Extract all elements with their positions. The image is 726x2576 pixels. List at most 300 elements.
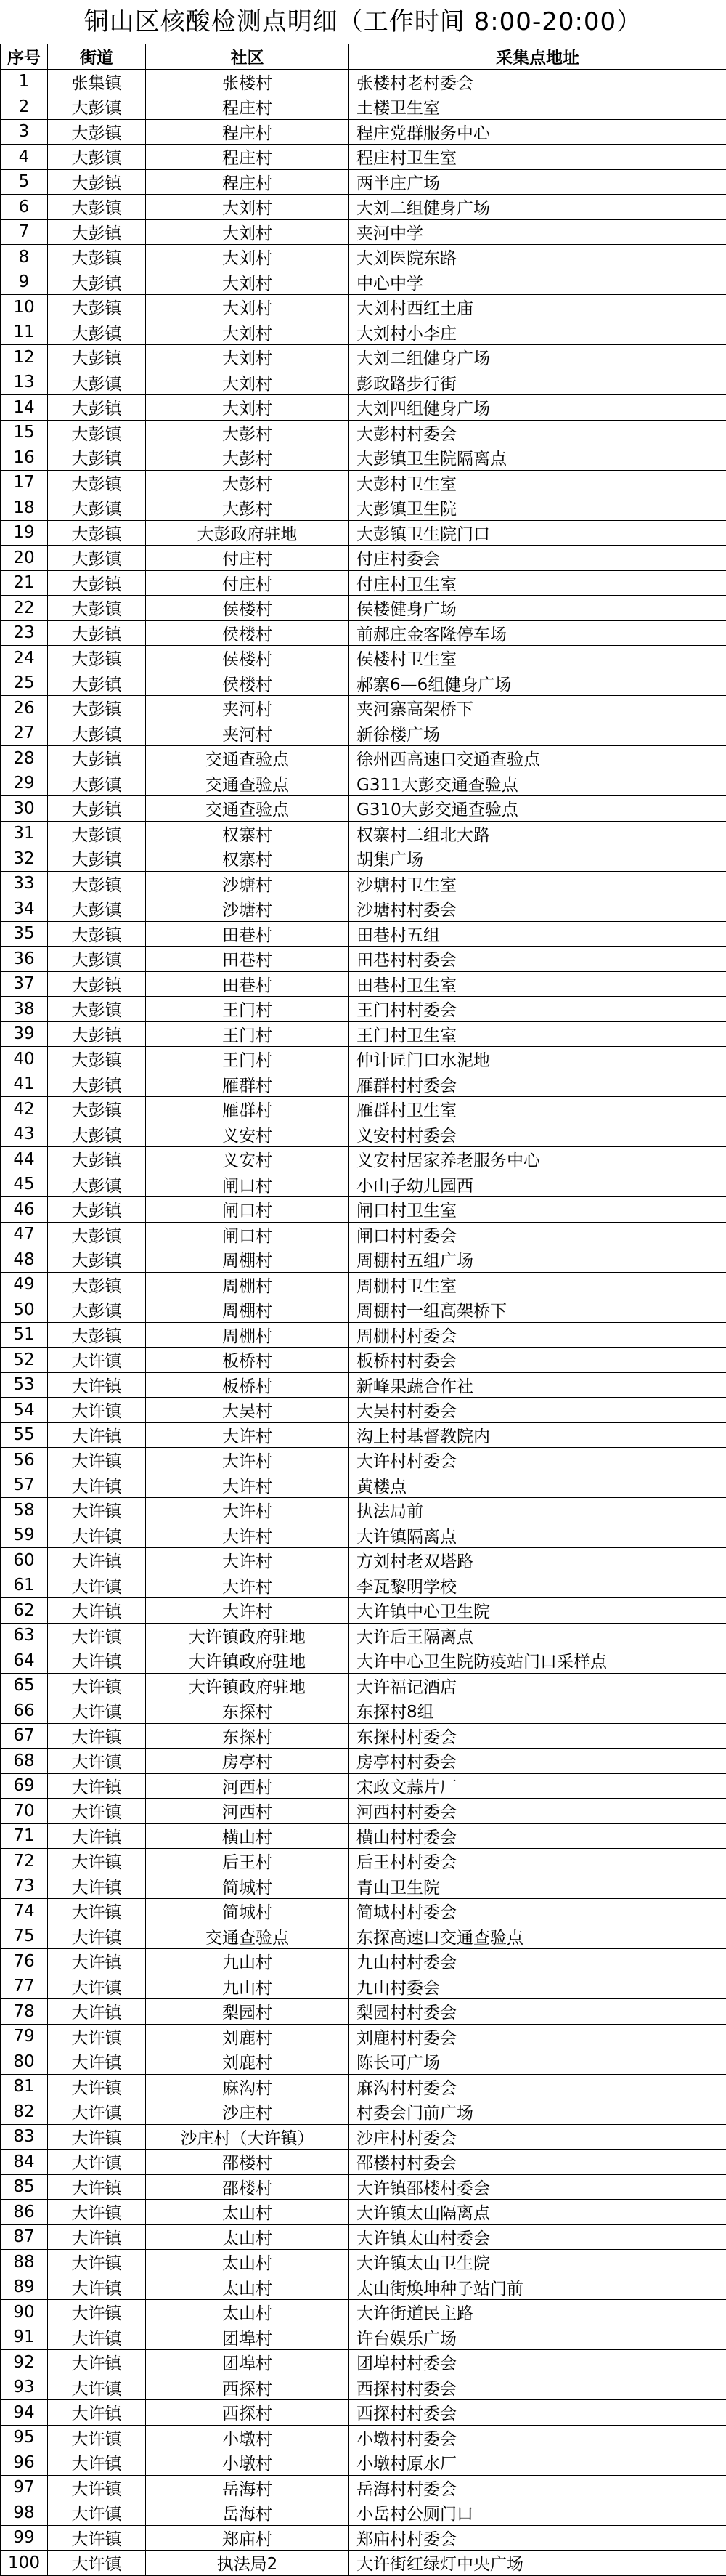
row-address: 张楼村老村委会	[349, 69, 726, 94]
table-row	[1, 2174, 726, 2200]
row-index: 98	[1, 2500, 48, 2526]
row-index: 81	[1, 2074, 48, 2099]
table-row	[1, 2300, 726, 2325]
row-address: 周棚村五组广场	[349, 1247, 726, 1273]
row-community: 东探村	[146, 1698, 349, 1724]
row-street: 大彭镇	[48, 1197, 146, 1223]
row-community: 交通查验点	[146, 1924, 349, 1949]
row-street: 大彭镇	[48, 270, 146, 295]
row-address: 简城村村委会	[349, 1899, 726, 1924]
row-community: 大彭村	[146, 420, 349, 445]
row-index: 30	[1, 796, 48, 822]
table-row	[1, 2200, 726, 2225]
table-row	[1, 1398, 726, 1423]
row-index: 20	[1, 546, 48, 571]
header-community: 社区	[146, 44, 349, 70]
row-index: 55	[1, 1422, 48, 1448]
row-community: 房亭村	[146, 1749, 349, 1774]
row-address: 侯楼健身广场	[349, 596, 726, 621]
row-address: 义安村居家养老服务中心	[349, 1147, 726, 1172]
row-community: 沙塘村	[146, 896, 349, 922]
row-community: 雁群村	[146, 1097, 349, 1122]
row-index: 62	[1, 1598, 48, 1624]
row-street: 大许镇	[48, 1448, 146, 1473]
row-community: 义安村	[146, 1147, 349, 1172]
row-community: 东探村	[146, 1723, 349, 1749]
row-community: 沙庄村（大许镇）	[146, 2124, 349, 2150]
row-community: 大许村	[146, 1598, 349, 1624]
row-street: 大彭镇	[48, 1097, 146, 1122]
table-row	[1, 245, 726, 270]
row-street: 大许镇	[48, 1548, 146, 1573]
row-index: 89	[1, 2275, 48, 2300]
row-community: 刘鹿村	[146, 2024, 349, 2049]
row-street: 大彭镇	[48, 620, 146, 646]
row-index: 91	[1, 2325, 48, 2350]
row-street: 大彭镇	[48, 420, 146, 445]
row-street: 大许镇	[48, 2425, 146, 2450]
row-index: 47	[1, 1222, 48, 1247]
row-community: 太山村	[146, 2275, 349, 2300]
row-community: 田巷村	[146, 947, 349, 972]
table-row	[1, 746, 726, 771]
row-index: 13	[1, 370, 48, 395]
row-community: 侯楼村	[146, 671, 349, 696]
row-street: 大许镇	[48, 1598, 146, 1624]
row-address: 周棚村卫生室	[349, 1272, 726, 1297]
row-street: 大彭镇	[48, 169, 146, 195]
header-street: 街道	[48, 44, 146, 70]
row-street: 大许镇	[48, 1398, 146, 1423]
row-street: 大许镇	[48, 1473, 146, 1498]
row-address: 李瓦黎明学校	[349, 1573, 726, 1598]
row-community: 程庄村	[146, 119, 349, 145]
row-street: 大许镇	[48, 2024, 146, 2049]
row-index: 14	[1, 395, 48, 421]
table-row	[1, 1874, 726, 1899]
row-address: 大刘村西红土庙	[349, 295, 726, 320]
row-street: 大许镇	[48, 1422, 146, 1448]
row-community: 大许镇政府驻地	[146, 1673, 349, 1698]
row-address: 东探高速口交通查验点	[349, 1924, 726, 1949]
row-community: 侯楼村	[146, 620, 349, 646]
row-street: 大彭镇	[48, 195, 146, 220]
row-address: 周棚村一组高架桥下	[349, 1297, 726, 1323]
table-row	[1, 1147, 726, 1172]
row-community: 西探村	[146, 2400, 349, 2426]
row-index: 31	[1, 821, 48, 846]
row-address: 大许中心卫生院防疫站门口采样点	[349, 1648, 726, 1674]
row-address: 前郝庄金客隆停车场	[349, 620, 726, 646]
table-row	[1, 971, 726, 997]
table-row	[1, 1799, 726, 1824]
row-community: 大许村	[146, 1448, 349, 1473]
row-index: 84	[1, 2150, 48, 2175]
row-street: 大彭镇	[48, 1047, 146, 1072]
row-community: 大吴村	[146, 1398, 349, 1423]
row-community: 大许镇政府驻地	[146, 1623, 349, 1648]
table-row	[1, 1999, 726, 2025]
table-row	[1, 1924, 726, 1949]
row-community: 交通查验点	[146, 746, 349, 771]
row-community: 板桥村	[146, 1372, 349, 1398]
row-community: 大刘村	[146, 395, 349, 421]
table-row	[1, 1698, 726, 1724]
table-row	[1, 169, 726, 195]
row-community: 岳海村	[146, 2500, 349, 2526]
row-community: 太山村	[146, 2224, 349, 2250]
row-address: 大彭村村委会	[349, 420, 726, 445]
table-row	[1, 2350, 726, 2375]
row-community: 张楼村	[146, 69, 349, 94]
row-community: 周棚村	[146, 1322, 349, 1348]
table-row	[1, 1623, 726, 1648]
row-street: 大许镇	[48, 1799, 146, 1824]
row-community: 小墩村	[146, 2425, 349, 2450]
row-street: 大彭镇	[48, 1247, 146, 1273]
table-row	[1, 2124, 726, 2150]
row-index: 22	[1, 596, 48, 621]
row-index: 60	[1, 1548, 48, 1573]
row-address: 大许镇隔离点	[349, 1523, 726, 1548]
table-row	[1, 570, 726, 596]
row-street: 张集镇	[48, 69, 146, 94]
row-address: 付庄村委会	[349, 546, 726, 571]
row-address: G311大彭交通查验点	[349, 771, 726, 796]
row-community: 河西村	[146, 1799, 349, 1824]
row-street: 大许镇	[48, 2150, 146, 2175]
row-index: 19	[1, 520, 48, 546]
row-community: 大许村	[146, 1548, 349, 1573]
row-address: 青山卫生院	[349, 1874, 726, 1899]
table-row	[1, 2150, 726, 2175]
row-index: 99	[1, 2525, 48, 2551]
row-street: 大许镇	[48, 1372, 146, 1398]
row-community: 大彭村	[146, 495, 349, 521]
row-street: 大许镇	[48, 1648, 146, 1674]
table-row	[1, 1498, 726, 1523]
table-row	[1, 546, 726, 571]
row-street: 大许镇	[48, 1523, 146, 1548]
row-index: 3	[1, 119, 48, 145]
row-address: 雁群村卫生室	[349, 1097, 726, 1122]
row-street: 大彭镇	[48, 921, 146, 947]
row-address: 付庄村卫生室	[349, 570, 726, 596]
row-street: 大彭镇	[48, 370, 146, 395]
row-street: 大许镇	[48, 1673, 146, 1698]
row-address: 大许镇太山村委会	[349, 2224, 726, 2250]
table-row	[1, 2024, 726, 2049]
table-row	[1, 1222, 726, 1247]
row-community: 麻沟村	[146, 2074, 349, 2099]
row-community: 大刘村	[146, 320, 349, 345]
row-index: 75	[1, 1924, 48, 1949]
row-index: 43	[1, 1122, 48, 1147]
table-row	[1, 2551, 726, 2576]
row-street: 大彭镇	[48, 119, 146, 145]
row-address: 雁群村村委会	[349, 1072, 726, 1097]
row-address: 王门村村委会	[349, 997, 726, 1022]
row-index: 64	[1, 1648, 48, 1674]
row-street: 大许镇	[48, 2325, 146, 2350]
row-street: 大彭镇	[48, 1021, 146, 1047]
row-address: 郑庙村村委会	[349, 2525, 726, 2551]
row-address: 方刘村老双塔路	[349, 1548, 726, 1573]
table-row	[1, 1448, 726, 1473]
row-street: 大彭镇	[48, 1122, 146, 1147]
row-street: 大彭镇	[48, 971, 146, 997]
row-index: 82	[1, 2099, 48, 2125]
table-row	[1, 1348, 726, 1373]
row-index: 57	[1, 1473, 48, 1498]
row-index: 44	[1, 1147, 48, 1172]
row-index: 16	[1, 445, 48, 471]
row-address: 后王村村委会	[349, 1849, 726, 1874]
row-community: 义安村	[146, 1122, 349, 1147]
row-community: 程庄村	[146, 145, 349, 170]
table-row	[1, 1473, 726, 1498]
row-index: 4	[1, 145, 48, 170]
row-index: 53	[1, 1372, 48, 1398]
row-index: 46	[1, 1197, 48, 1223]
row-index: 56	[1, 1448, 48, 1473]
row-address: 权寨村二组北大路	[349, 821, 726, 846]
row-index: 32	[1, 846, 48, 872]
row-address: 程庄党群服务中心	[349, 119, 726, 145]
row-index: 94	[1, 2400, 48, 2426]
table-row	[1, 1648, 726, 1674]
row-address: 大许镇邵楼村委会	[349, 2174, 726, 2200]
row-index: 6	[1, 195, 48, 220]
table-row	[1, 2525, 726, 2551]
row-address: 两半庄广场	[349, 169, 726, 195]
table-row	[1, 2275, 726, 2300]
row-community: 邵楼村	[146, 2150, 349, 2175]
row-index: 95	[1, 2425, 48, 2450]
row-index: 2	[1, 94, 48, 120]
row-index: 51	[1, 1322, 48, 1348]
row-index: 86	[1, 2200, 48, 2225]
row-street: 大彭镇	[48, 646, 146, 671]
row-index: 70	[1, 1799, 48, 1824]
row-street: 大许镇	[48, 1849, 146, 1874]
row-index: 18	[1, 495, 48, 521]
header-index: 序号	[1, 44, 48, 70]
table-row	[1, 2500, 726, 2526]
row-community: 九山村	[146, 1974, 349, 1999]
row-address: 大许街红绿灯中央广场	[349, 2551, 726, 2576]
row-address: 大彭镇卫生院	[349, 495, 726, 521]
row-index: 85	[1, 2174, 48, 2200]
row-community: 郑庙村	[146, 2525, 349, 2551]
row-address: 徐州西高速口交通查验点	[349, 746, 726, 771]
row-community: 九山村	[146, 1949, 349, 1974]
row-index: 41	[1, 1072, 48, 1097]
row-community: 周棚村	[146, 1297, 349, 1323]
row-street: 大彭镇	[48, 1297, 146, 1323]
row-address: 大许镇太山隔离点	[349, 2200, 726, 2225]
row-street: 大许镇	[48, 2049, 146, 2075]
row-street: 大许镇	[48, 1974, 146, 1999]
row-address: 西探村村委会	[349, 2400, 726, 2426]
header-address: 采集点地址	[349, 44, 726, 70]
row-community: 后王村	[146, 1849, 349, 1874]
row-address: 大刘二组健身广场	[349, 195, 726, 220]
row-address: 东探村8组	[349, 1698, 726, 1724]
table-row	[1, 195, 726, 220]
row-index: 35	[1, 921, 48, 947]
row-community: 大刘村	[146, 270, 349, 295]
row-community: 大刘村	[146, 345, 349, 370]
row-index: 90	[1, 2300, 48, 2325]
table-row	[1, 345, 726, 370]
row-address: 大许镇太山卫生院	[349, 2250, 726, 2275]
table-row	[1, 219, 726, 245]
row-index: 15	[1, 420, 48, 445]
table-row	[1, 1097, 726, 1122]
row-community: 雁群村	[146, 1072, 349, 1097]
row-community: 大许村	[146, 1523, 349, 1548]
row-community: 横山村	[146, 1823, 349, 1849]
row-address: 河西村村委会	[349, 1799, 726, 1824]
table-row	[1, 1899, 726, 1924]
row-street: 大许镇	[48, 1573, 146, 1598]
row-address: 许台娱乐广场	[349, 2325, 726, 2350]
row-address: 土楼卫生室	[349, 94, 726, 120]
table-row	[1, 445, 726, 471]
row-index: 36	[1, 947, 48, 972]
row-index: 8	[1, 245, 48, 270]
table-row	[1, 1598, 726, 1624]
row-address: 沙塘村卫生室	[349, 871, 726, 896]
row-index: 5	[1, 169, 48, 195]
table-row	[1, 2074, 726, 2099]
row-address: 大吴村村委会	[349, 1398, 726, 1423]
row-community: 太山村	[146, 2250, 349, 2275]
row-community: 太山村	[146, 2200, 349, 2225]
row-address: 周棚村村委会	[349, 1322, 726, 1348]
row-community: 程庄村	[146, 169, 349, 195]
row-address: 王门村卫生室	[349, 1021, 726, 1047]
row-index: 23	[1, 620, 48, 646]
row-index: 58	[1, 1498, 48, 1523]
table-row	[1, 2475, 726, 2500]
table-row	[1, 1823, 726, 1849]
row-community: 王门村	[146, 1047, 349, 1072]
row-index: 12	[1, 345, 48, 370]
row-index: 73	[1, 1874, 48, 1899]
row-address: 夹河寨高架桥下	[349, 696, 726, 721]
table-row	[1, 1272, 726, 1297]
row-address: 麻沟村村委会	[349, 2074, 726, 2099]
row-address: 大刘四组健身广场	[349, 395, 726, 421]
table-row	[1, 2099, 726, 2125]
row-index: 52	[1, 1348, 48, 1373]
row-street: 大许镇	[48, 2124, 146, 2150]
row-community: 大刘村	[146, 195, 349, 220]
row-address: 新徐楼广场	[349, 721, 726, 746]
row-address: 陈长可广场	[349, 2049, 726, 2075]
row-address: 程庄村卫生室	[349, 145, 726, 170]
row-address: 仲计匠门口水泥地	[349, 1047, 726, 1072]
row-community: 付庄村	[146, 570, 349, 596]
row-community: 大许村	[146, 1422, 349, 1448]
row-address: 梨园村村委会	[349, 1999, 726, 2025]
row-community: 大彭村	[146, 445, 349, 471]
row-street: 大许镇	[48, 1773, 146, 1799]
table-row	[1, 2224, 726, 2250]
row-index: 26	[1, 696, 48, 721]
row-address: G310大彭交通查验点	[349, 796, 726, 822]
row-community: 王门村	[146, 997, 349, 1022]
row-community: 夹河村	[146, 696, 349, 721]
row-index: 27	[1, 721, 48, 746]
row-address: 大许村村委会	[349, 1448, 726, 1473]
row-street: 大许镇	[48, 2300, 146, 2325]
row-street: 大彭镇	[48, 345, 146, 370]
row-community: 闸口村	[146, 1222, 349, 1247]
row-community: 简城村	[146, 1874, 349, 1899]
row-address: 闸口村卫生室	[349, 1197, 726, 1223]
row-address: 大彭村卫生室	[349, 470, 726, 495]
row-community: 权寨村	[146, 821, 349, 846]
row-community: 简城村	[146, 1899, 349, 1924]
row-address: 侯楼村卫生室	[349, 646, 726, 671]
table-row	[1, 646, 726, 671]
row-index: 83	[1, 2124, 48, 2150]
row-street: 大彭镇	[48, 671, 146, 696]
table-row	[1, 671, 726, 696]
row-street: 大许镇	[48, 1949, 146, 1974]
row-index: 77	[1, 1974, 48, 1999]
row-street: 大彭镇	[48, 1272, 146, 1297]
row-street: 大许镇	[48, 2350, 146, 2375]
table-row	[1, 821, 726, 846]
row-index: 17	[1, 470, 48, 495]
row-street: 大彭镇	[48, 395, 146, 421]
row-index: 25	[1, 671, 48, 696]
row-street: 大许镇	[48, 1899, 146, 1924]
row-index: 9	[1, 270, 48, 295]
table-row	[1, 2250, 726, 2275]
row-street: 大彭镇	[48, 1147, 146, 1172]
row-street: 大彭镇	[48, 1222, 146, 1247]
row-address: 胡集广场	[349, 846, 726, 872]
row-address: 小墩村原水厂	[349, 2450, 726, 2476]
table-row	[1, 1021, 726, 1047]
row-street: 大彭镇	[48, 245, 146, 270]
table-row	[1, 1573, 726, 1598]
row-index: 63	[1, 1623, 48, 1648]
table-row	[1, 921, 726, 947]
row-index: 74	[1, 1899, 48, 1924]
table-row	[1, 320, 726, 345]
row-community: 大许村	[146, 1498, 349, 1523]
row-address: 房亭村村委会	[349, 1749, 726, 1774]
table-header-row	[1, 44, 726, 70]
table-row	[1, 470, 726, 495]
table-row	[1, 2450, 726, 2476]
row-address: 黄楼点	[349, 1473, 726, 1498]
row-community: 周棚村	[146, 1272, 349, 1297]
row-community: 交通查验点	[146, 796, 349, 822]
row-street: 大许镇	[48, 2375, 146, 2400]
row-address: 板桥村村委会	[349, 1348, 726, 1373]
row-street: 大彭镇	[48, 445, 146, 471]
row-community: 大刘村	[146, 245, 349, 270]
table-row	[1, 1673, 726, 1698]
row-street: 大许镇	[48, 2450, 146, 2476]
